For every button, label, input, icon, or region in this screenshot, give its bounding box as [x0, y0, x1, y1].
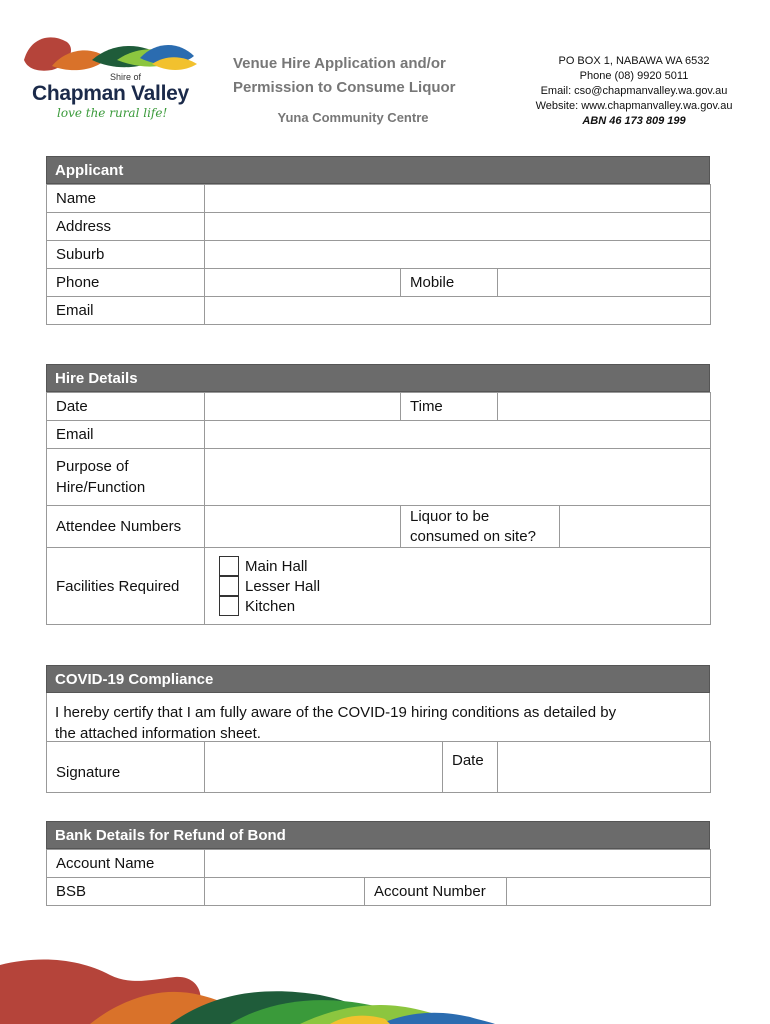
suburb-label: Suburb [47, 241, 205, 269]
bsb-label: BSB [47, 878, 205, 906]
applicant-heading: Applicant [46, 156, 710, 184]
lesser-hall-label: Lesser Hall [245, 577, 321, 595]
hire-email-field[interactable] [205, 421, 711, 449]
hire-details-section [46, 364, 710, 625]
email-field[interactable] [205, 297, 711, 325]
logo-name: Chapman Valley [32, 82, 189, 105]
account-number-field[interactable] [507, 878, 711, 906]
covid-statement-line1: I hereby certify that I am fully aware of the COVID-19 hiring conditions as detailed by [55, 704, 617, 721]
liquor-label-line1: Liquor to be [410, 507, 490, 525]
name-label: Name [47, 185, 205, 213]
time-field[interactable] [498, 393, 711, 421]
hire-email-label: Email [47, 421, 205, 449]
form-title [233, 52, 483, 100]
address-field[interactable] [205, 213, 711, 241]
chapman-valley-logo [22, 30, 202, 125]
time-label: Time [401, 393, 498, 421]
contact-website: Website: www.chapmanvalley.wa.gov.au [535, 100, 733, 112]
address-label: Address [47, 213, 205, 241]
kitchen-label: Kitchen [245, 597, 296, 615]
bsb-field[interactable] [205, 878, 365, 906]
covid-date-label: Date [443, 742, 498, 793]
kitchen-checkbox[interactable] [219, 596, 239, 616]
venue-name: Yuna Community Centre [277, 110, 429, 125]
covid-heading: COVID-19 Compliance [46, 665, 710, 693]
contact-block [508, 54, 760, 129]
phone-label: Phone [47, 269, 205, 297]
lesser-hall-checkbox[interactable] [219, 576, 239, 596]
facilities-options [205, 548, 711, 625]
mobile-label: Mobile [401, 269, 498, 297]
liquor-label-line2: consumed on site? [410, 527, 536, 545]
liquor-field[interactable] [560, 506, 711, 548]
bank-heading: Bank Details for Refund of Bond [46, 821, 710, 849]
purpose-field[interactable] [205, 449, 711, 506]
form-title-line2: Permission to Consume Liquor [233, 79, 456, 96]
main-hall-checkbox[interactable] [219, 556, 239, 576]
contact-address: PO BOX 1, NABAWA WA 6532 [558, 55, 710, 67]
purpose-label [47, 449, 205, 506]
attendees-field[interactable] [205, 506, 401, 548]
footer-swoosh-icon [0, 955, 770, 1024]
contact-abn: ABN 46 173 809 199 [582, 115, 686, 127]
date-label: Date [47, 393, 205, 421]
suburb-field[interactable] [205, 241, 711, 269]
name-field[interactable] [205, 185, 711, 213]
phone-field[interactable] [205, 269, 401, 297]
account-name-label: Account Name [47, 850, 205, 878]
covid-date-field[interactable] [498, 742, 711, 793]
logo-shire-text: Shire of [110, 72, 142, 82]
account-number-label: Account Number [365, 878, 507, 906]
logo-tagline: love the rural life! [57, 106, 168, 120]
account-name-field[interactable] [205, 850, 711, 878]
purpose-label-line2: Hire/Function [56, 479, 146, 496]
form-title-line1: Venue Hire Application and/or [233, 55, 446, 72]
purpose-label-line1: Purpose of [56, 458, 129, 475]
attendees-label: Attendee Numbers [47, 506, 205, 548]
liquor-label [401, 506, 560, 548]
option-lesser-hall[interactable] [219, 576, 701, 596]
main-hall-label: Main Hall [245, 557, 308, 575]
hire-details-heading: Hire Details [46, 364, 710, 392]
option-kitchen[interactable] [219, 596, 701, 616]
date-field[interactable] [205, 393, 401, 421]
covid-section [46, 665, 710, 793]
bank-section [46, 821, 710, 906]
signature-field[interactable] [205, 742, 443, 793]
mobile-field[interactable] [498, 269, 711, 297]
email-label: Email [47, 297, 205, 325]
facilities-label: Facilities Required [47, 548, 205, 625]
covid-statement-line2: the attached information sheet. [55, 725, 261, 742]
contact-phone: Phone (08) 9920 5011 [579, 70, 689, 82]
option-main-hall[interactable] [219, 556, 701, 576]
contact-email: Email: cso@chapmanvalley.wa.gov.au [540, 85, 728, 97]
applicant-section [46, 156, 710, 325]
signature-label: Signature [47, 742, 205, 793]
covid-statement [46, 693, 710, 741]
